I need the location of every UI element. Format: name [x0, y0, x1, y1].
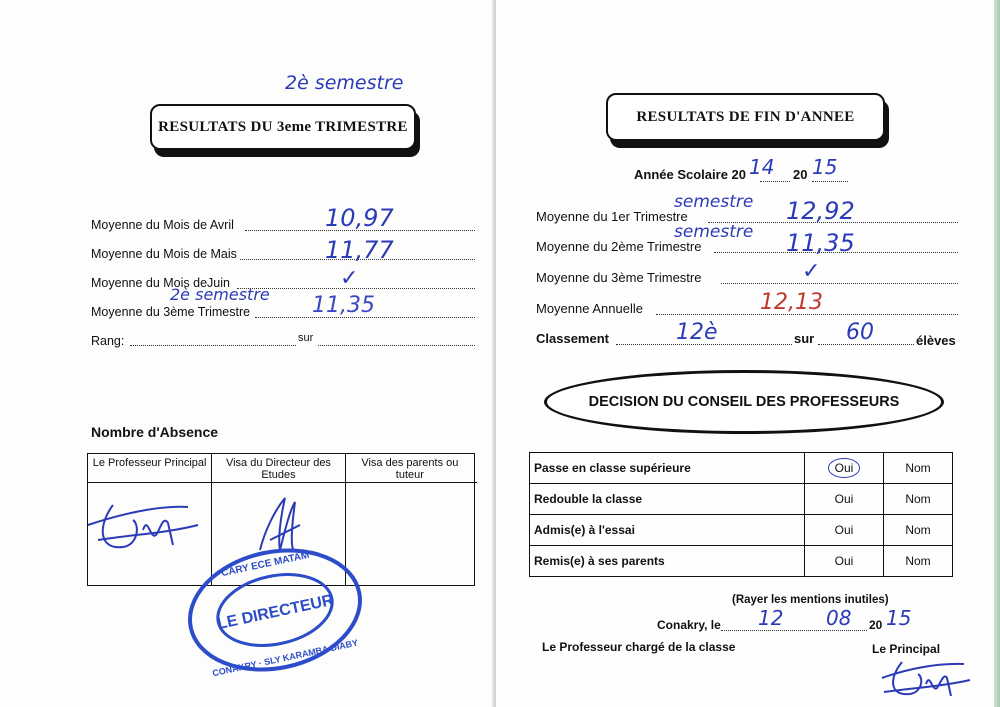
decision-oui: Oui — [805, 515, 884, 546]
oui-circled: Oui — [828, 458, 861, 478]
principal-signature — [874, 648, 974, 704]
annee-year1: 14 — [749, 155, 775, 179]
decision-oui: Oui — [805, 546, 884, 577]
right-page — [496, 0, 1000, 707]
date-day: 12 — [758, 606, 784, 630]
date-year-prefix: 20 — [869, 618, 883, 632]
decision-non: Nom — [884, 546, 953, 577]
decision-title-ellipse — [544, 370, 944, 434]
rayer-note: (Rayer les mentions inutiles) — [732, 594, 889, 606]
classement-suffix: élèves — [916, 333, 956, 348]
year-end-title: RESULTATS DE FIN D'ANNEE — [636, 108, 855, 125]
stamp-center-text: LE DIRECTEUR — [215, 591, 336, 634]
table-header-divider — [87, 482, 477, 483]
handwritten-semester-note: 2è semestre — [285, 72, 404, 94]
principal-label: Le Principal — [872, 642, 941, 656]
decision-label: Redouble la classe — [530, 484, 805, 515]
decision-label: Remis(e) à ses parents — [530, 546, 805, 577]
row-label-avril: Moyenne du Mois de Avril — [91, 218, 234, 232]
dotted-line — [130, 345, 296, 346]
absence-title: Nombre d'Absence — [91, 424, 219, 440]
handwritten-row-note: 2è semestre — [170, 285, 270, 304]
row-label-trimestre: Moyenne du 3ème Trimestre — [91, 305, 251, 319]
row1-label: Moyenne du 1er Trimestre — [536, 209, 688, 224]
row-label-juin: Moyenne du Mois deJuin — [91, 276, 230, 290]
annee-mid: 20 — [793, 167, 808, 182]
prof-label: Le Professeur chargé de la classe — [542, 640, 736, 654]
cover-edge — [994, 0, 1000, 707]
decision-row — [530, 546, 953, 577]
dotted-line — [760, 181, 790, 182]
date-month: 08 — [826, 606, 852, 630]
dotted-line — [812, 181, 848, 182]
row4-value: 12,13 — [760, 290, 823, 315]
date-year: 15 — [886, 606, 912, 630]
decision-label: Passe en classe supérieure — [530, 453, 805, 484]
decision-row — [530, 484, 953, 515]
row2-value: 11,35 — [786, 229, 855, 257]
value-mai: 11,77 — [325, 236, 394, 264]
value-trimestre: 11,35 — [312, 293, 375, 318]
prof-principal-header: Le Professeur Principal — [92, 457, 207, 469]
annee-year2: 15 — [812, 155, 838, 179]
row3-value: ✓ — [802, 259, 821, 284]
decision-table — [529, 452, 953, 577]
decision-oui: Oui — [805, 484, 884, 515]
decision-oui — [805, 453, 884, 484]
year-end-title-box — [606, 93, 885, 141]
value-avril: 10,97 — [325, 204, 394, 232]
row1-value: 12,92 — [786, 197, 855, 225]
trimester-title-box — [150, 104, 416, 150]
classement-value: 12è — [676, 320, 718, 345]
dotted-line — [721, 630, 867, 631]
classement-sur: sur — [794, 331, 815, 346]
classement-label: Classement — [536, 331, 609, 346]
row-label-mai: Moyenne du Mois de Mais — [91, 247, 237, 261]
director-stamp — [183, 540, 368, 680]
rang-label: Rang: — [91, 334, 125, 348]
rang-sur: sur — [298, 332, 314, 344]
directeur-header: Visa du Directeur des Etudes — [225, 457, 331, 481]
decision-row — [530, 453, 953, 484]
dotted-line — [318, 345, 475, 346]
row1-note: semestre — [674, 192, 754, 212]
decision-non: Nom — [884, 515, 953, 546]
trimester-title: RESULTATS DU 3eme TRIMESTRE — [158, 118, 408, 135]
parents-header: Visa des parents ou tuteur — [361, 457, 459, 481]
annee-label: Année Scolaire 20 — [634, 167, 746, 182]
decision-title: DECISION DU CONSEIL DES PROFESSEURS — [588, 394, 900, 410]
classement-total: 60 — [846, 320, 874, 345]
decision-label: Admis(e) à l'essai — [530, 515, 805, 546]
decision-non: Nom — [884, 453, 953, 484]
stamp-ring-bottom-text: CONAKRY · SLY KARAMBA DIABY — [211, 637, 359, 679]
place-label: Conakry, le — [657, 618, 721, 632]
dotted-line — [721, 283, 958, 284]
row4-label: Moyenne Annuelle — [536, 301, 643, 316]
stamp-ring-top-text: CARY ECE MATAM — [220, 549, 311, 580]
decision-row — [530, 515, 953, 546]
row3-label: Moyenne du 3ème Trimestre — [536, 270, 702, 285]
row2-note: semestre — [674, 222, 754, 242]
value-juin: ✓ — [340, 266, 359, 291]
row2-label: Moyenne du 2ème Trimestre — [536, 239, 702, 254]
decision-non: Nom — [884, 484, 953, 515]
left-page — [0, 0, 495, 707]
